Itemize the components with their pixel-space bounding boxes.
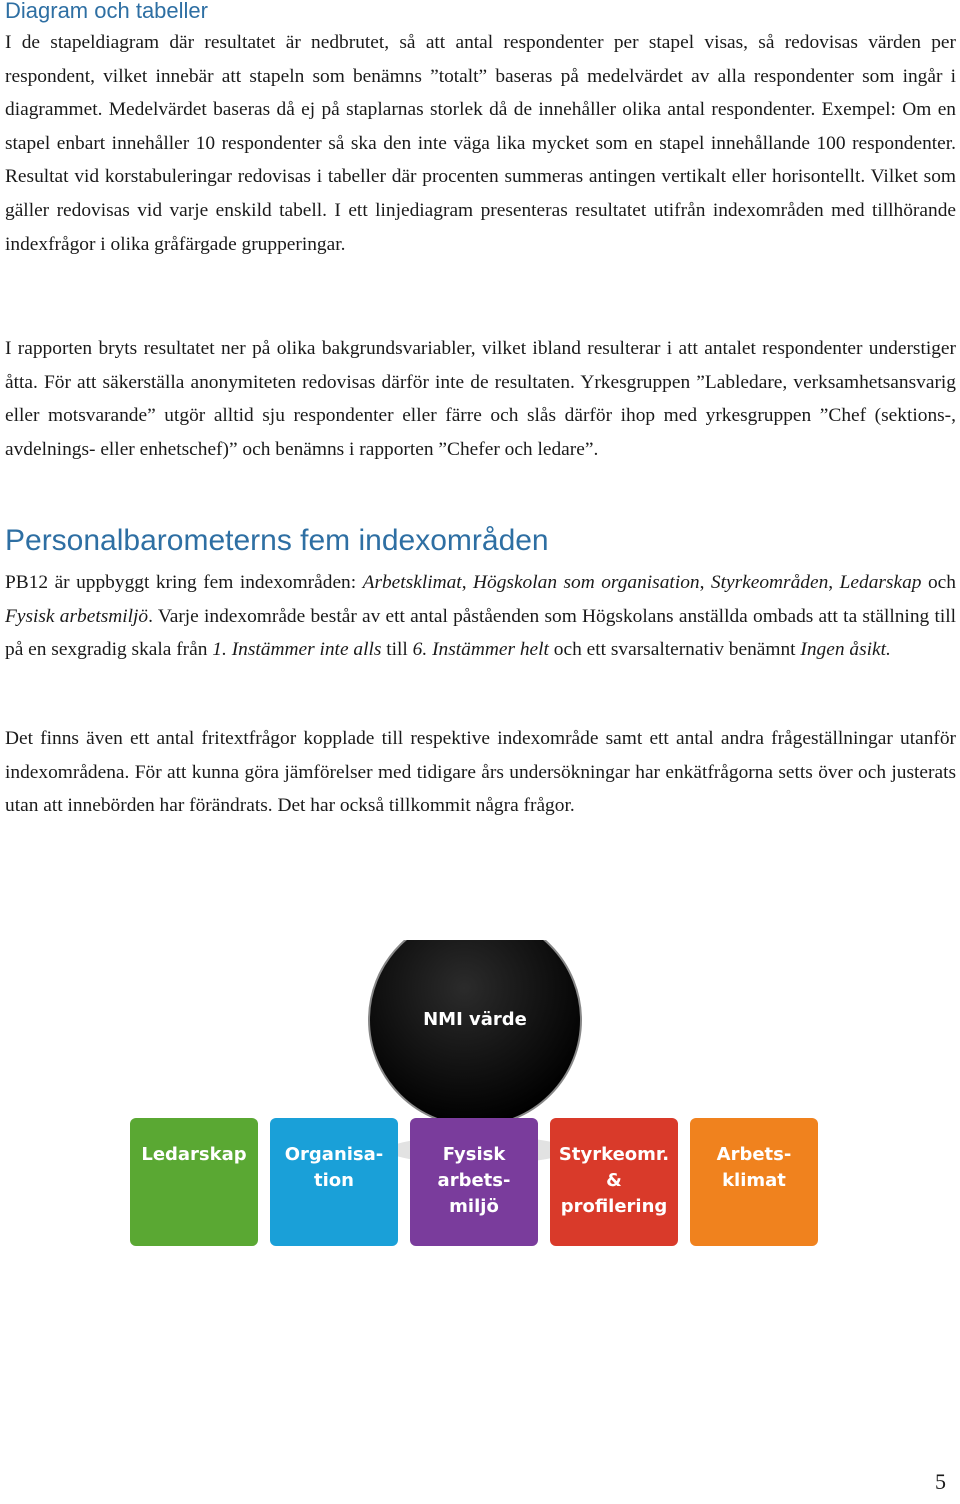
italic-run: Ledarskap [839,572,922,593]
italic-run: Högskolan som organisation [473,572,700,593]
italic-run: Styrkeområden [710,572,829,593]
italic-run: Arbetsklimat [362,572,462,593]
text-run: , [461,572,473,593]
italic-run: 1. Instämmer inte alls [212,639,382,661]
index-area-label-2 [414,1142,534,1220]
index-area-label-0 [134,1142,254,1168]
index-area-label-line: Arbets- [716,1144,792,1165]
index-area-label-line: arbets- [437,1170,511,1191]
index-area-label-line: Fysisk [442,1144,506,1165]
index-area-label-1 [274,1142,394,1194]
text-run: . Varje indexområde består av ett antal påståenden som Högskolans anställda ombads att ta ställning till på en sexgradig skala från [5,605,956,661]
italic-run: Fysisk arbetsmiljö [5,605,149,627]
text-run: och ett svarsalternativ benämnt [548,639,801,661]
text-run: PB12 är uppbyggt kring fem indexområden: [5,572,363,593]
index-area-label-line: klimat [722,1170,786,1191]
paragraph-diagram-info: I de stapeldiagram där resultatet är nedbrutet, så att antal respondenter per stapel visas, så redovisas värden per respondent, vilket innebär att stapeln som benämns ”totalt” baseras på medelvärdet av alla respondenter som ingår i diagrammet. Medelvärdet baseras då ej på staplarnas storlek då de innehåller olika antal respondenter. Exempel: Om en stapel enbart innehåller 10 respondenter så ska den inte väga lika mycket som en stapel innehållande 100 respondenter. Resultat vid korstabuleringar redovisas i tabeller där procenten summeras antingen vertikalt eller horisontellt. Vilket som gäller redovisas vid varje enskild tabell. I ett linjediagram presenteras resultatet utifrån indexområden med tillhörande indexfrågor i olika gråfärgade grupperingar. [5,32,956,255]
paragraph-anonymity: I rapporten bryts resultatet ner på olika bakgrundsvariabler, vilket ibland resulterar i att antalet respondenter understiger åtta. För att säkerställa anonymiteten redovisas därför inte de resultaten. Yrkesgruppen ”Labledare, verksamhetsansvarig eller motsvarande” utgör alltid sju respondenter eller färre och slås därför ihop med yrkesgruppen ”Chef (sektions-, avdelnings- eller enhetschef)” och benämns i rapporten ”Chefer och ledare”. [5,338,956,460]
page-number: 5 [935,1469,946,1494]
index-area-label-line: & [606,1170,622,1191]
index-area-label-4 [694,1142,814,1194]
index-area-box-0 [130,1118,258,1246]
nmi-circle [369,940,581,1126]
italic-run: Ingen åsikt. [800,639,891,661]
section-heading-indexomraden: Personalbarometerns fem indexområden [5,524,549,557]
index-area-label-line: Styrkeomr. [558,1144,670,1165]
index-area-label-line: tion [314,1170,354,1191]
paragraph-free-text-questions: Det finns även ett antal fritextfrågor kopplade till respektive indexområde samt ett antal andra frågeställningar utanför indexområdena. För att kunna göra jämförelser med tidigare års undersökningar har enkätfrågorna setts över och justerats utan att innebörden har förändrats. Det har också tillkommit några frågor. [5,728,956,817]
index-area-label-line: profilering [560,1196,668,1217]
index-areas-diagram [130,940,830,1260]
section-heading-diagram-tabeller: Diagram och tabeller [5,0,208,23]
nmi-value-label: NMI värde [423,1009,527,1030]
index-area-label-3 [554,1142,674,1220]
index-area-label-line: miljö [449,1196,499,1217]
text-run: , [699,572,711,593]
index-area-label-line: Ledarskap [141,1144,247,1165]
italic-run: 6. Instämmer helt [412,639,549,661]
text-run: till [381,639,413,661]
text-run: och [921,572,956,593]
text-run: , [828,572,840,593]
paragraph-index-areas [5,566,956,667]
index-area-label-line: Organisa- [284,1144,384,1165]
